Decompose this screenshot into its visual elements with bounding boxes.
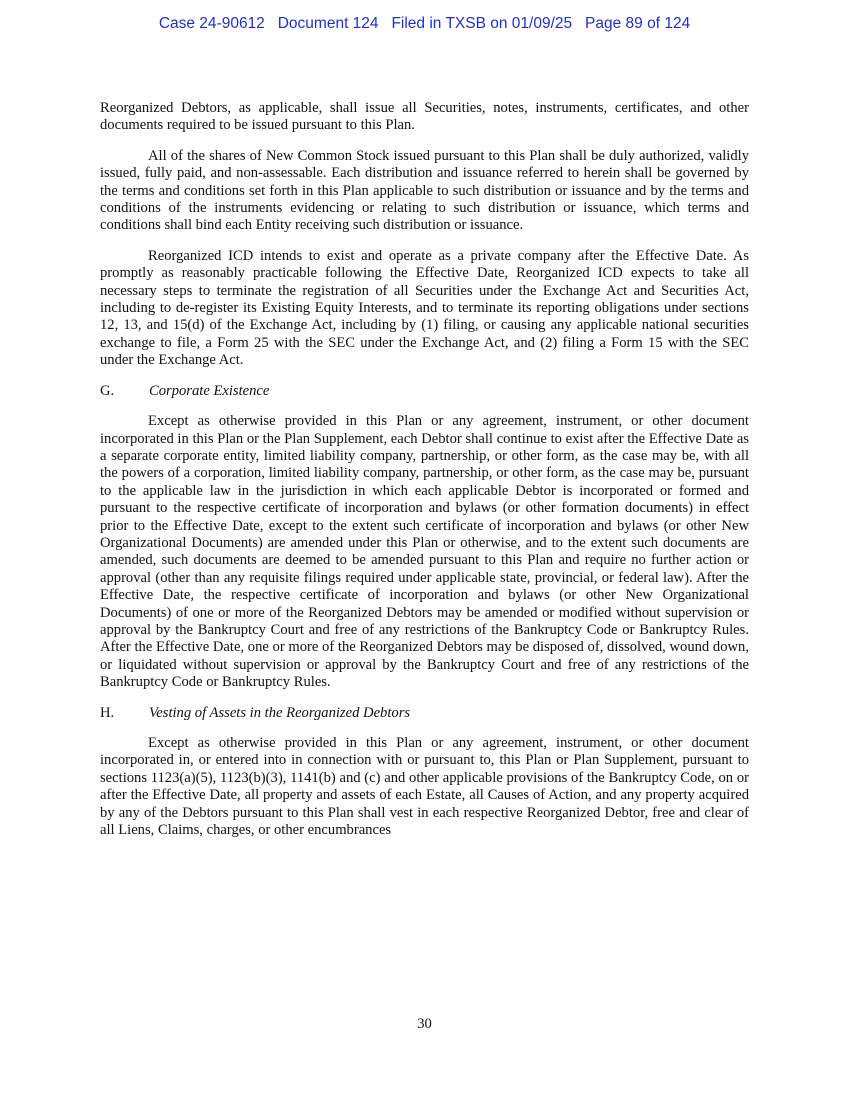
section-heading-vesting-of-assets: [100, 705, 749, 722]
section-letter: H.: [100, 704, 115, 721]
paragraph-corporate-existence: Except as otherwise provided in this Plan or any agreement, instrument, or other document incorporated in this Plan or the Plan Supplement, each Debtor shall continue to exist after the Effective Date as a separate corporate entity, limited liability company, partnership, or other form, as the case may be, with all the powers of a corporation, limited liability company, partnership, or other form, as the case may be, pursuant to the applicable law in the jurisdiction in which each applicable Debtor is incorporated or formed and pursuant to the respective certificate of incorporation and bylaws (or other formation documents) in effect prior to the Effective Date, except to the extent such certificate of incorporation and bylaws (or other New Organizational Documents) are amended under this Plan or otherwise, and to the extent such documents are amended, such documents are deemed to be amended pursuant to this Plan and require no further action or approval (other than any requisite filings required under applicable state, provincial, or federal law). After the Effective Date, the respective certificate of incorporation and bylaws (or other New Organizational Documents) of one or more of the Reorganized Debtors may be amended or modified without supervision or approval by the Bankruptcy Court and free of any restrictions of the Bankruptcy Code or Bankruptcy Rules. After the Effective Date, one or more of the Reorganized Debtors may be disposed of, dissolved, wound down, or liquidated without supervision or approval by the Bankruptcy Court and free of any restrictions of the Bankruptcy Code or Bankruptcy Rules.: [100, 413, 749, 691]
court-filing-header: Case 24-90612 Document 124 Filed in TXSB on 01/09/25 Page 89 of 124: [158, 15, 691, 32]
paragraph-issuance-continued: Reorganized Debtors, as applicable, shall issue all Securities, notes, instruments, certificates, and other documents required to be issued pursuant to this Plan.: [100, 100, 749, 134]
section-letter: G.: [100, 382, 115, 399]
paragraph-private-company: Reorganized ICD intends to exist and operate as a private company after the Effective Date. As promptly as reasonably practicable following the Effective Date, Reorganized ICD expects to take all necessary steps to terminate the registration of all Securities under the Exchange Act and Securities Act, including to de-register its Existing Equity Interests, and to terminate its reporting obligations under sections 12, 13, and 15(d) of the Exchange Act, including by (1) filing, or causing any applicable national securities exchange to file, a Form 25 with the SEC under the Exchange Act, and (2) filing a Form 15 with the SEC under the Exchange Act.: [100, 247, 749, 369]
paragraph-vesting-of-assets: Except as otherwise provided in this Plan or any agreement, instrument, or other document incorporated in, or entered into in connection with or pursuant to, this Plan or Plan Supplement, pursuant to sections 1123(a)(5), 1123(b)(3), 1141(b) and (c) and other applicable provisions of the Bankruptcy Code, on or after the Effective Date, all property and assets of each Estate, all Causes of Action, and any property acquired by any of the Debtors pursuant to this Plan shall vest in each respective Reorganized Debtor, free and clear of all Liens, Claims, charges, or other encumbrances: [100, 735, 749, 839]
section-heading-corporate-existence: [100, 383, 749, 400]
section-title: Vesting of Assets in the Reorganized Debtors: [149, 704, 411, 721]
section-title: Corporate Existence: [149, 382, 270, 399]
document-body: [100, 100, 749, 852]
paragraph-new-common-stock: All of the shares of New Common Stock issued pursuant to this Plan shall be duly authorized, validly issued, fully paid, and non-assessable. Each distribution and issuance referred to herein shall be governed by the terms and conditions set forth in this Plan applicable to such distribution or issuance and by the terms and conditions of the instruments evidencing or relating to such distribution or issuance, which terms and conditions shall bind each Entity receiving such distribution or issuance.: [100, 147, 749, 234]
page-number: 30: [417, 1016, 432, 1032]
